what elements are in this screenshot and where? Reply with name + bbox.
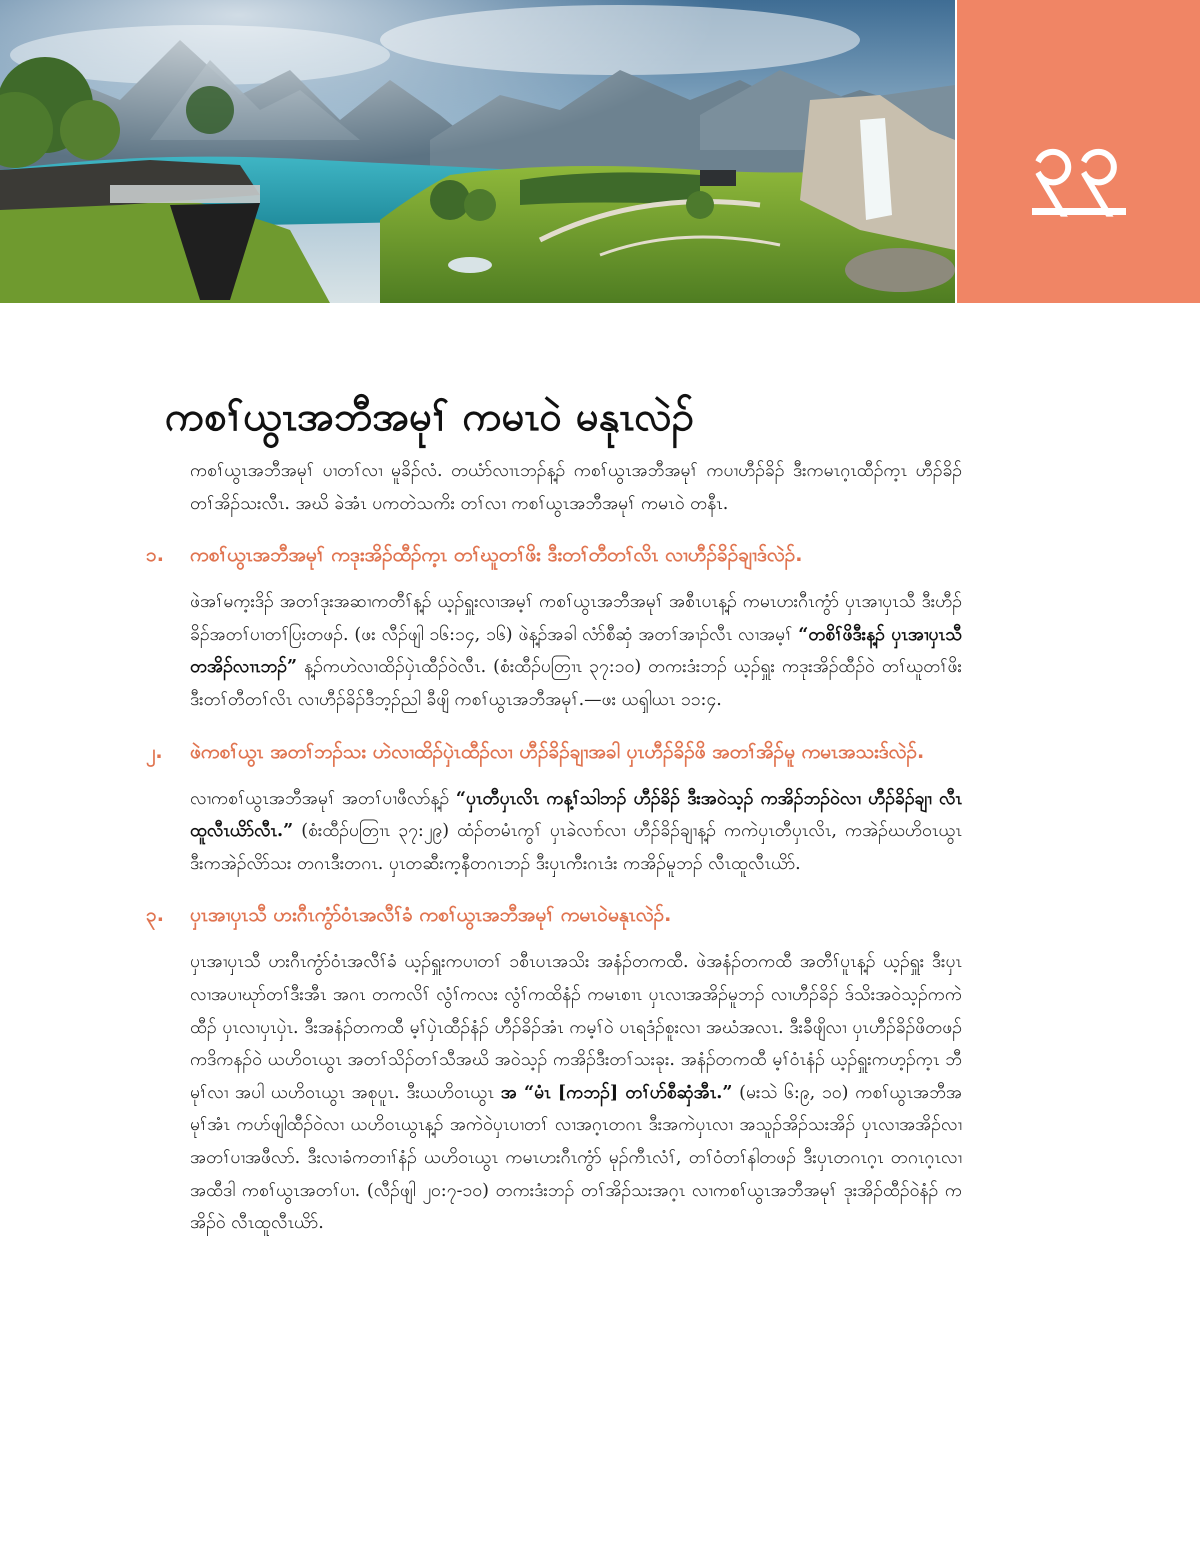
section-1-heading (146, 538, 962, 572)
section-3-heading-text: ပှၤအၢပှၤသီ ဟးဂီၤကွံာ်ဝံၤအလီၢ်ခံ ကစၢ်ယွၤအဘီအမုၢ် ကမၤဝဲမနုၤလဲၣ်. (190, 904, 672, 927)
section-1-text-a: ဖဲအၢ်မက့းဒိၣ် အတၢ်ဒုးအဆၢကတီၢ်န့ၣ် ယ့ၣ်ရှူးလၢအမ့ၢ် ကစၢ်ယွၤအဘီအမုၢ် အစီၤပၤန့ၣ် ကမၤဟးဂီၤကွံာ် ပှၤအၢပှၤသီ ဒီးဟီၣ်ခိၣ်အတၢ်ပၢတၢ်ပြးတဖၣ်. (ဖး လီၣ်ဖျါ ၁၆:၁၄, ၁၆) ဖဲန့ၣ်အခါ လံာ်စီဆှံ အတၢ်အၢၣ်လီၤ လၢအမ့ၢ် (190, 592, 962, 645)
section-1-paragraph (190, 586, 962, 716)
section-3-number: ၃. (146, 904, 164, 927)
section-3-text-b: (မးသဲ ၆:၉, ၁၀) ကစၢ်ယွၤအဘီအမုၢ်အံၤ ကပာ်ဖျါထီၣ်ဝဲလၢ ယဟိဝၤယွၤန့ၣ် အကဲဝဲပှၤပၢတၢ် လၢအဂ့ၤတဂၤ ဒီးအကဲပှၤလၢ အသူၣ်အိၣ်သးအိၣ် ပှၤလၢအအိၣ်လၢ အတၢ်ပၢအဖီလာ်. ဒီးလၢခံကတၢၢ်နံၣ် ယဟိဝၤယွၤ ကမၤဟးဂီၤကွံာ် မုၣ်ကီၤလံၢ်, တၢ်ဝံတၢ်နါတဖၣ် ဒီးပှၤတဂၤဂ့ၤ တဂၤဂ့ၤလၢ အထီဒါ ကစၢ်ယွၤအတၢ်ပၢ. (လီၣ်ဖျါ ၂၀:၇-၁၀) တကးဒံးဘၣ် တၢ်အိၣ်သးအဂ့ၤ လၢကစၢ်ယွၤအဘီအမုၢ် ဒုးအိၣ်ထီၣ်ဝဲနံၣ် ကအိၣ်ဝဲ လီၤထူလီၤယိာ်. (190, 1082, 962, 1234)
section-3-heading (146, 898, 962, 932)
chapter-number: ၃၃ (1032, 115, 1125, 201)
intro-paragraph: ကစၢ်ယွၤအဘီအမုၢ် ပၢတၢ်လၢ မူခိၣ်လံ. တယံာ်လၢၤဘၣ်န့ၣ် ကစၢ်ယွၤအဘီအမုၢ် ကပၢဟီၣ်ခိၣ် ဒီးကမၤဂ့ၤထီၣ်က့ၤ ဟီၣ်ခိၣ်တၢ်အိၣ်သးလီၤ. အဃိ ခဲအံၤ ပကတဲသကိး တၢ်လၢ ကစၢ်ယွၤအဘီအမုၢ် ကမၤဝဲ တနီၤ. (190, 461, 962, 514)
hero-landscape-image (0, 0, 955, 303)
section-2-number: ၂. (146, 740, 163, 763)
section-1-text-b: န့ၣ်ကဟဲလၢထိၣ်ပှဲၤထီၣ်ဝဲလီၤ. (စံးထီၣ်ပတြၢၤ ၃၇:၁၀) တကးဒံးဘၣ် ယ့ၣ်ရှူး ကဒုးအိၣ်ထီၣ်ဝဲ တၢ်ဃူတၢ်ဖိး ဒီးတၢ်တီတၢ်လိၤ လၢဟီၣ်ခိၣ်ဒီဘ့ၣ်ညါ ခီဖျိ ကစၢ်ယွၤအဘီအမုၢ်.—ဖး ယၡါယၤ ၁၁:၄. (190, 657, 962, 710)
section-2-heading-text: ဖဲကစၢ်ယွၤ အတၢ်ဘၣ်သး ဟဲလၢထိၣ်ပှဲၤထီၣ်လၢ ဟီၣ်ခိၣ်ချၢအခါ ပှၤဟီၣ်ခိၣ်ဖိ အတၢ်အိၣ်မူ ကမၤအသးဒ်လဲၣ်. (190, 740, 925, 763)
section-1-heading-text: ကစၢ်ယွၤအဘီအမုၢ် ကဒုးအိၣ်ထီၣ်က့ၤ တၢ်ဃူတၢ်ဖိး ဒီးတၢ်တီတၢ်လိၤ လၢဟီၣ်ခိၣ်ချၢဒ်လဲၣ်. (190, 544, 803, 567)
chapter-number-underline (1032, 208, 1126, 215)
section-1-number: ၁. (146, 544, 164, 567)
article-body (146, 455, 962, 1258)
article-title: ကစၢ်ယွၤအဘီအမုၢ် ကမၤဝဲ မနုၤလဲၣ် (165, 393, 695, 440)
section-2-text-b: (စံးထီၣ်ပတြၢၤ ၃၇:၂၉) ထံၣ်တမံၤကွၢ် ပှၤခဲလၢာ်လၢ ဟီၣ်ခိၣ်ချၢန့ၣ် ကကဲပှၤတီပှၤလိၤ, ကအဲၣ်ဃဟိဝၤယွၤ ဒီးကအဲၣ်လိာ်သး တဂၤဒီးတဂၤ. ပှၤတဆီးက့နီတဂၤဘၣ် ဒီးပှၤကီးဂၤဒံး ကအိၣ်မူဘၣ် လီၤထူလီၤယိာ်. (190, 821, 962, 874)
section-3-quote: အ “မံၤ [ကဘၣ်] တၢ်ပာ်စီဆှံအီၤ.” (500, 1082, 733, 1103)
section-2-quote: “ပှၤတီပှၤလိၤ ကန့ၢ်သါဘၣ် ဟီၣ်ခိၣ် ဒီးအဝဲသ့ၣ် ကအိၣ်ဘၣ်ဝဲလၢ ဟီၣ်ခိၣ်ချၢ လီၤထူလီၤယိာ်လီၤ.” (190, 788, 962, 842)
section-2-paragraph (190, 783, 962, 881)
section-2-text-a: လၢကစၢ်ယွၤအဘီအမုၢ် အတၢ်ပၢဖီလာ်န့ၣ် (190, 788, 456, 809)
section-3-paragraph (190, 946, 962, 1239)
section-1-quote: “တစိၢ်ဖိဒီးန့ၣ် ပှၤအၢပှၤသီ တအိၣ်လၢၤဘၣ်” (190, 624, 962, 678)
section-2-heading (146, 735, 962, 769)
section-3-text-a: ပှၤအၢပှၤသီ ဟးဂီၤကွံာ်ဝံၤအလီၢ်ခံ ယ့ၣ်ရှူးကပၢတၢ် ၁စီၤပၤအသိး အနံၣ်တကထီ. ဖဲအနံၣ်တကထီ အတီၢ်ပူၤန့ၣ် ယ့ၣ်ရှူး ဒီးပှၤလၢအပၢဃုာ်တၢ်ဒီးအီၤ အဂၤ တကလိၢ် လွံၢ်ကလး လွံၢ်ကထိနံၣ် ကမၤစၢၤ ပှၤလၢအအိၣ်မူဘၣ် လၢဟီၣ်ခိၣ် ဒ်သိးအဝဲသ့ၣ်ကကဲထီၣ် ပှၤလၢပှၤပှဲၤ. ဒီးအနံၣ်တကထီ မ့ၢ်ပှဲၤထီၣ်နံၣ် ဟီၣ်ခိၣ်အံၤ ကမ့ၢ်ဝဲ ပၤရဒံၣ်စူးလၢ အဃံအလၤ. ဒီးခီဖျိလၢ ပှၤဟီၣ်ခိၣ်ဖိတဖၣ် ကဒိကနၣ်ဝဲ ယဟိဝၤယွၤ အတၢ်သိၣ်တၢ်သီအဃိ အဝဲသ့ၣ် ကအိၣ်ဒီးတၢ်သးခုး. အနံၣ်တကထီ မ့ၢ်ဝံၤနံၣ် ယ့ၣ်ရှူးကဟ့ၣ်က့ၤ ဘီမုၢ်လၢ အပါ ယဟိဝၤယွၤ အစုပူၤ. ဒီးယဟိဝၤယွၤ (190, 952, 962, 1103)
chapter-number-block (957, 0, 1200, 303)
